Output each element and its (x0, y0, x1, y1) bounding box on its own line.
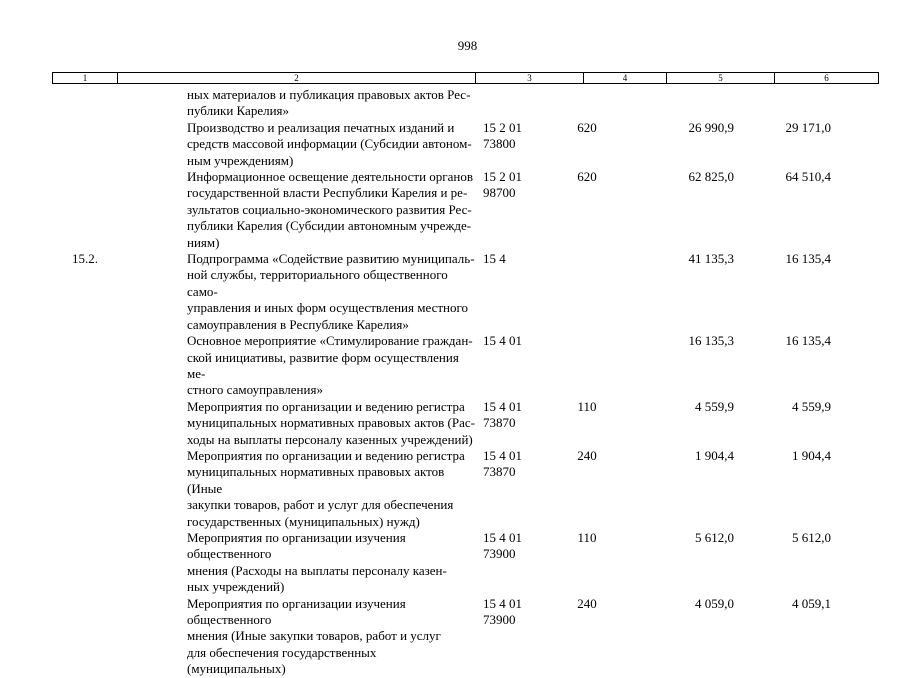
table-row (52, 596, 879, 678)
row-amount-col6: 29 171,0 (785, 119, 831, 135)
column-header-1: 1 (53, 73, 118, 83)
row-amount-col5: 4 059,0 (695, 595, 734, 611)
row-amount-col5: 1 904,4 (695, 447, 734, 463)
row-expense-type: 240 (577, 447, 597, 463)
row-amount-col5: 4 559,9 (695, 398, 734, 414)
row-amount-col6: 64 510,4 (785, 169, 831, 185)
row-name: Мероприятия по организации изучения общественного мнения (Иные закупки товаров, работ и услуг для обеспечения государственных (муниципальных) (187, 595, 441, 677)
row-name: Производство и реализация печатных изданий и средств массовой информации (Субсидии автоном- ным учреждениям) (187, 119, 472, 168)
table-row (52, 530, 879, 596)
row-expense-type: 620 (577, 169, 597, 185)
page-number: 998 (457, 38, 478, 53)
row-code: 15 4 01 73870 (483, 447, 522, 480)
table-row (52, 120, 879, 169)
column-header-3: 3 (476, 73, 584, 83)
row-name: Мероприятия по организации изучения общественного мнения (Расходы на выплаты персоналу казен- ных учреждений) (187, 529, 447, 595)
table-row (52, 251, 879, 333)
row-name: Мероприятия по организации и ведению регистра муниципальных нормативных правовых актов (Рас- ходы на выплаты персоналу казенных учреждений) (187, 398, 475, 447)
row-amount-col5: 41 135,3 (688, 251, 734, 267)
row-number: 15.2. (72, 251, 98, 267)
row-amount-col6: 5 612,0 (792, 529, 831, 545)
row-name: ных материалов и публикация правовых актов Рес- публики Карелия» (187, 87, 471, 119)
row-name: Мероприятия по организации и ведению регистра муниципальных нормативных правовых актов (Иные закупки товаров, работ и услуг для обеспечения государственных (муниципальных) нужд) (187, 447, 465, 529)
table-row (52, 333, 879, 399)
row-amount-col5: 16 135,3 (688, 333, 734, 349)
row-code: 15 4 01 73870 (483, 398, 522, 431)
column-header-2: 2 (118, 73, 476, 83)
row-code: 15 4 01 73900 (483, 595, 522, 627)
row-name: Основное мероприятие «Стимулирование граждан- ской инициативы, развитие форм осуществления ме- стного самоуправления» (187, 333, 473, 398)
row-amount-col6: 1 904,4 (792, 447, 831, 463)
column-header-5: 5 (667, 73, 775, 83)
row-expense-type: 240 (577, 595, 597, 611)
row-amount-col6: 4 559,9 (792, 398, 831, 414)
row-code: 15 4 (483, 251, 506, 267)
table-row (52, 169, 879, 251)
table-row (52, 87, 879, 120)
row-expense-type: 620 (577, 119, 597, 135)
row-amount-col5: 62 825,0 (688, 169, 734, 185)
row-amount-col6: 16 135,4 (785, 333, 831, 349)
row-code: 15 4 01 73900 (483, 529, 522, 562)
row-amount-col6: 4 059,1 (792, 595, 831, 611)
table-body (52, 87, 879, 678)
table-row (52, 448, 879, 530)
row-expense-type: 110 (577, 398, 597, 414)
row-name: Подпрограмма «Содействие развитию муниципаль- ной службы, территориального общественного само- управления и иных форм осуществления местного самоуправления в Республике Карелия» (187, 251, 475, 332)
row-amount-col5: 26 990,9 (688, 119, 734, 135)
row-code: 15 2 01 98700 (483, 169, 522, 201)
column-header-4: 4 (584, 73, 667, 83)
row-amount-col5: 5 612,0 (695, 529, 734, 545)
table-row (52, 399, 879, 448)
row-code: 15 4 01 (483, 333, 522, 349)
row-amount-col6: 16 135,4 (785, 251, 831, 267)
row-code: 15 2 01 73800 (483, 119, 522, 152)
row-expense-type: 110 (577, 529, 597, 545)
column-header-6: 6 (824, 73, 829, 83)
row-name: Информационное освещение деятельности органов государственной власти Республики Карелия и ре- зультатов социально-экономического развития Рес- публики Карелия (Субсидии автономным учрежде- ниям) (187, 169, 473, 250)
table-header (52, 72, 879, 84)
